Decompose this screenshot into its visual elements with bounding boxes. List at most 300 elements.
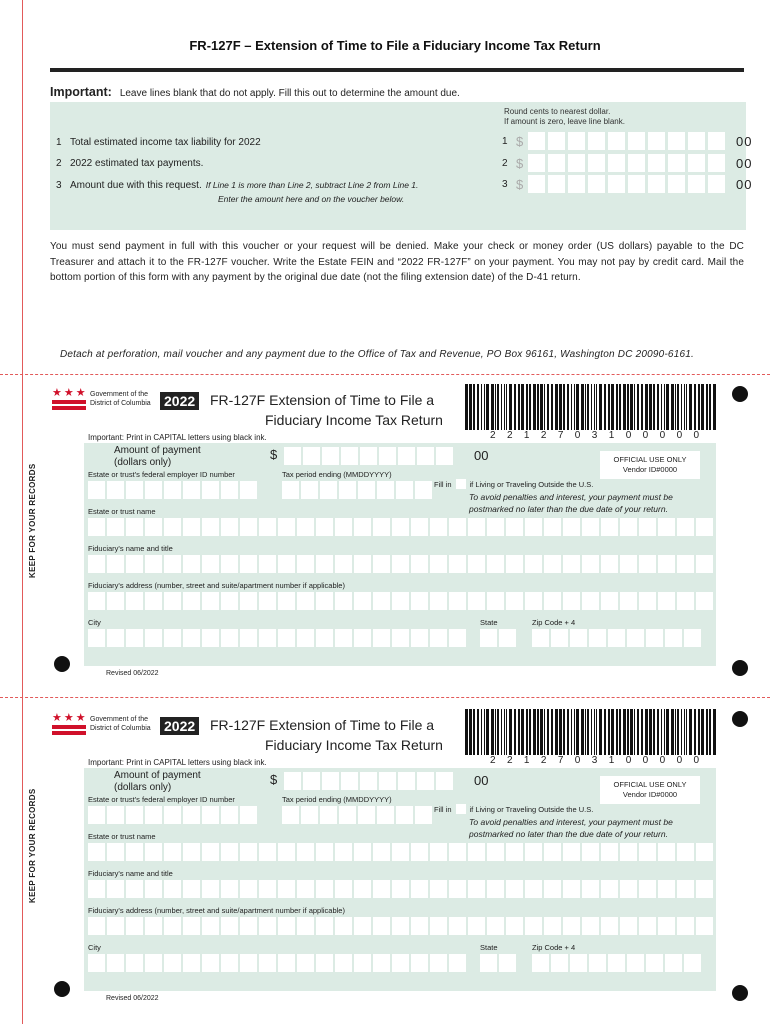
input-cell[interactable]	[107, 518, 124, 536]
input-cell[interactable]	[297, 880, 314, 898]
address-field[interactable]	[88, 917, 715, 935]
input-cell[interactable]	[259, 629, 276, 647]
input-cell[interactable]	[284, 447, 301, 465]
input-cell[interactable]	[696, 592, 713, 610]
input-cell[interactable]	[240, 481, 257, 499]
input-cell[interactable]	[506, 555, 523, 573]
input-cell[interactable]	[341, 447, 358, 465]
input-cell[interactable]	[696, 917, 713, 935]
input-cell[interactable]	[126, 954, 143, 972]
input-cell[interactable]	[88, 555, 105, 573]
input-cell[interactable]	[88, 880, 105, 898]
input-cell[interactable]	[417, 447, 434, 465]
input-cell[interactable]	[301, 806, 318, 824]
input-cell[interactable]	[487, 555, 504, 573]
input-cell[interactable]	[373, 843, 390, 861]
input-cell[interactable]	[202, 843, 219, 861]
input-cell[interactable]	[379, 447, 396, 465]
input-cell[interactable]	[620, 843, 637, 861]
input-cell[interactable]	[221, 592, 238, 610]
input-cell[interactable]	[183, 629, 200, 647]
input-cell[interactable]	[259, 880, 276, 898]
input-cell[interactable]	[145, 843, 162, 861]
input-cell[interactable]	[183, 481, 200, 499]
input-cell[interactable]	[88, 518, 105, 536]
input-cell[interactable]	[341, 772, 358, 790]
input-cell[interactable]	[563, 555, 580, 573]
input-cell[interactable]	[677, 880, 694, 898]
input-cell[interactable]	[164, 917, 181, 935]
input-cell[interactable]	[589, 954, 606, 972]
estate-name-field[interactable]	[88, 518, 715, 536]
state-field[interactable]	[480, 629, 518, 647]
input-cell[interactable]	[396, 481, 413, 499]
input-cell[interactable]	[221, 629, 238, 647]
input-cell[interactable]	[392, 880, 409, 898]
input-cell[interactable]	[360, 447, 377, 465]
input-cell[interactable]	[183, 592, 200, 610]
ein-field[interactable]	[88, 806, 259, 824]
input-cell[interactable]	[639, 843, 656, 861]
input-cell[interactable]	[582, 917, 599, 935]
input-cell[interactable]	[297, 629, 314, 647]
input-cell[interactable]	[487, 843, 504, 861]
input-cell[interactable]	[544, 917, 561, 935]
input-cell[interactable]	[88, 954, 105, 972]
estate-name-field[interactable]	[88, 843, 715, 861]
input-cell[interactable]	[354, 555, 371, 573]
input-cell[interactable]	[278, 954, 295, 972]
input-cell[interactable]	[684, 954, 701, 972]
payment-amount-field[interactable]	[284, 447, 455, 465]
input-cell[interactable]	[221, 518, 238, 536]
input-cell[interactable]	[126, 806, 143, 824]
input-cell[interactable]	[126, 481, 143, 499]
input-cell[interactable]	[221, 917, 238, 935]
input-cell[interactable]	[145, 806, 162, 824]
input-cell[interactable]	[240, 917, 257, 935]
input-cell[interactable]	[145, 880, 162, 898]
input-cell[interactable]	[582, 518, 599, 536]
zip-field[interactable]	[532, 954, 703, 972]
input-cell[interactable]	[259, 592, 276, 610]
input-cell[interactable]	[335, 954, 352, 972]
input-cell[interactable]	[221, 843, 238, 861]
input-cell[interactable]	[183, 880, 200, 898]
input-cell[interactable]	[278, 880, 295, 898]
input-cell[interactable]	[88, 629, 105, 647]
input-cell[interactable]	[107, 629, 124, 647]
input-cell[interactable]	[627, 954, 644, 972]
input-cell[interactable]	[373, 629, 390, 647]
input-cell[interactable]	[525, 518, 542, 536]
input-cell[interactable]	[282, 481, 299, 499]
input-cell[interactable]	[202, 806, 219, 824]
input-cell[interactable]	[525, 917, 542, 935]
input-cell[interactable]	[608, 954, 625, 972]
input-cell[interactable]	[107, 843, 124, 861]
input-cell[interactable]	[582, 843, 599, 861]
outside-us-checkbox[interactable]	[456, 804, 466, 814]
input-cell[interactable]	[506, 843, 523, 861]
input-cell[interactable]	[335, 880, 352, 898]
input-cell[interactable]	[551, 954, 568, 972]
input-cell[interactable]	[677, 555, 694, 573]
input-cell[interactable]	[164, 518, 181, 536]
input-cell[interactable]	[696, 880, 713, 898]
input-cell[interactable]	[417, 772, 434, 790]
input-cell[interactable]	[411, 592, 428, 610]
input-cell[interactable]	[278, 917, 295, 935]
input-cell[interactable]	[392, 917, 409, 935]
input-cell[interactable]	[436, 772, 453, 790]
input-cell[interactable]	[221, 806, 238, 824]
input-cell[interactable]	[126, 629, 143, 647]
input-cell[interactable]	[284, 772, 301, 790]
input-cell[interactable]	[107, 880, 124, 898]
input-cell[interactable]	[301, 481, 318, 499]
input-cell[interactable]	[430, 518, 447, 536]
input-cell[interactable]	[415, 806, 432, 824]
input-cell[interactable]	[145, 954, 162, 972]
input-cell[interactable]	[259, 843, 276, 861]
input-cell[interactable]	[126, 518, 143, 536]
input-cell[interactable]	[430, 592, 447, 610]
input-cell[interactable]	[582, 880, 599, 898]
input-cell[interactable]	[354, 843, 371, 861]
input-cell[interactable]	[360, 772, 377, 790]
input-cell[interactable]	[164, 954, 181, 972]
input-cell[interactable]	[396, 806, 413, 824]
input-cell[interactable]	[392, 629, 409, 647]
input-cell[interactable]	[449, 555, 466, 573]
input-cell[interactable]	[164, 843, 181, 861]
outside-us-checkbox[interactable]	[456, 479, 466, 489]
input-cell[interactable]	[582, 592, 599, 610]
input-cell[interactable]	[221, 954, 238, 972]
input-cell[interactable]	[620, 518, 637, 536]
input-cell[interactable]	[145, 481, 162, 499]
input-cell[interactable]	[646, 629, 663, 647]
input-cell[interactable]	[392, 518, 409, 536]
input-cell[interactable]	[601, 518, 618, 536]
input-cell[interactable]	[322, 772, 339, 790]
input-cell[interactable]	[449, 954, 466, 972]
input-cell[interactable]	[303, 447, 320, 465]
input-cell[interactable]	[183, 806, 200, 824]
input-cell[interactable]	[354, 518, 371, 536]
input-cell[interactable]	[677, 518, 694, 536]
input-cell[interactable]	[373, 518, 390, 536]
input-cell[interactable]	[468, 555, 485, 573]
input-cell[interactable]	[544, 592, 561, 610]
input-cell[interactable]	[335, 518, 352, 536]
input-cell[interactable]	[544, 518, 561, 536]
input-cell[interactable]	[449, 518, 466, 536]
input-cell[interactable]	[696, 843, 713, 861]
input-cell[interactable]	[126, 555, 143, 573]
input-cell[interactable]	[601, 592, 618, 610]
input-cell[interactable]	[164, 806, 181, 824]
input-cell[interactable]	[316, 518, 333, 536]
input-cell[interactable]	[297, 592, 314, 610]
input-cell[interactable]	[499, 954, 516, 972]
input-cell[interactable]	[202, 954, 219, 972]
input-cell[interactable]	[449, 592, 466, 610]
input-cell[interactable]	[449, 843, 466, 861]
outside-us-option[interactable]: Fill in if Living or Traveling Outside the U.S.	[434, 479, 594, 489]
input-cell[interactable]	[145, 917, 162, 935]
input-cell[interactable]	[164, 592, 181, 610]
input-cell[interactable]	[354, 592, 371, 610]
input-cell[interactable]	[620, 592, 637, 610]
input-cell[interactable]	[658, 592, 675, 610]
input-cell[interactable]	[335, 917, 352, 935]
input-cell[interactable]	[240, 518, 257, 536]
input-cell[interactable]	[430, 555, 447, 573]
input-cell[interactable]	[316, 880, 333, 898]
input-cell[interactable]	[411, 518, 428, 536]
input-cell[interactable]	[335, 592, 352, 610]
input-cell[interactable]	[563, 518, 580, 536]
input-cell[interactable]	[506, 592, 523, 610]
input-cell[interactable]	[183, 843, 200, 861]
input-cell[interactable]	[259, 954, 276, 972]
input-cell[interactable]	[240, 806, 257, 824]
input-cell[interactable]	[358, 806, 375, 824]
input-cell[interactable]	[411, 954, 428, 972]
input-cell[interactable]	[202, 481, 219, 499]
input-cell[interactable]	[563, 880, 580, 898]
address-field[interactable]	[88, 592, 715, 610]
input-cell[interactable]	[487, 917, 504, 935]
input-cell[interactable]	[639, 555, 656, 573]
tax-period-field[interactable]	[282, 806, 434, 824]
input-cell[interactable]	[297, 917, 314, 935]
zip-field[interactable]	[532, 629, 703, 647]
input-cell[interactable]	[480, 629, 497, 647]
input-cell[interactable]	[646, 954, 663, 972]
input-cell[interactable]	[430, 917, 447, 935]
input-cell[interactable]	[316, 555, 333, 573]
input-cell[interactable]	[164, 629, 181, 647]
input-cell[interactable]	[525, 880, 542, 898]
input-cell[interactable]	[499, 629, 516, 647]
input-cell[interactable]	[221, 481, 238, 499]
input-cell[interactable]	[639, 917, 656, 935]
input-cell[interactable]	[316, 843, 333, 861]
input-cell[interactable]	[392, 592, 409, 610]
input-cell[interactable]	[297, 555, 314, 573]
line-2-amount[interactable]: 2 $ 00	[502, 155, 753, 171]
input-cell[interactable]	[487, 592, 504, 610]
input-cell[interactable]	[183, 917, 200, 935]
input-cell[interactable]	[335, 555, 352, 573]
input-cell[interactable]	[506, 917, 523, 935]
input-cell[interactable]	[202, 518, 219, 536]
input-cell[interactable]	[240, 592, 257, 610]
input-cell[interactable]	[582, 555, 599, 573]
input-cell[interactable]	[183, 954, 200, 972]
input-cell[interactable]	[88, 843, 105, 861]
input-cell[interactable]	[665, 629, 682, 647]
input-cell[interactable]	[658, 880, 675, 898]
input-cell[interactable]	[608, 629, 625, 647]
input-cell[interactable]	[677, 917, 694, 935]
city-field[interactable]	[88, 629, 468, 647]
input-cell[interactable]	[392, 555, 409, 573]
input-cell[interactable]	[202, 592, 219, 610]
input-cell[interactable]	[696, 555, 713, 573]
input-cell[interactable]	[468, 917, 485, 935]
input-cell[interactable]	[322, 447, 339, 465]
input-cell[interactable]	[398, 772, 415, 790]
input-cell[interactable]	[297, 843, 314, 861]
input-cell[interactable]	[436, 447, 453, 465]
input-cell[interactable]	[240, 555, 257, 573]
input-cell[interactable]	[544, 843, 561, 861]
input-cell[interactable]	[525, 555, 542, 573]
input-cell[interactable]	[107, 806, 124, 824]
input-cell[interactable]	[658, 518, 675, 536]
input-cell[interactable]	[563, 843, 580, 861]
input-cell[interactable]	[570, 954, 587, 972]
input-cell[interactable]	[88, 592, 105, 610]
state-field[interactable]	[480, 954, 518, 972]
input-cell[interactable]	[354, 880, 371, 898]
input-cell[interactable]	[658, 555, 675, 573]
input-cell[interactable]	[240, 954, 257, 972]
payment-amount-field[interactable]	[284, 772, 455, 790]
input-cell[interactable]	[354, 954, 371, 972]
input-cell[interactable]	[259, 518, 276, 536]
input-cell[interactable]	[532, 629, 549, 647]
line-1-amount[interactable]: 1 $ 00	[502, 133, 753, 149]
input-cell[interactable]	[320, 481, 337, 499]
input-cell[interactable]	[259, 555, 276, 573]
input-cell[interactable]	[126, 843, 143, 861]
input-cell[interactable]	[430, 629, 447, 647]
input-cell[interactable]	[202, 629, 219, 647]
input-cell[interactable]	[278, 518, 295, 536]
input-cell[interactable]	[627, 629, 644, 647]
input-cell[interactable]	[107, 954, 124, 972]
input-cell[interactable]	[88, 917, 105, 935]
input-cell[interactable]	[126, 917, 143, 935]
input-cell[interactable]	[449, 880, 466, 898]
input-cell[interactable]	[506, 518, 523, 536]
input-cell[interactable]	[430, 954, 447, 972]
fiduciary-name-field[interactable]	[88, 555, 715, 573]
input-cell[interactable]	[525, 843, 542, 861]
input-cell[interactable]	[339, 806, 356, 824]
input-cell[interactable]	[449, 917, 466, 935]
input-cell[interactable]	[297, 954, 314, 972]
ein-field[interactable]	[88, 481, 259, 499]
input-cell[interactable]	[259, 917, 276, 935]
input-cell[interactable]	[563, 917, 580, 935]
input-cell[interactable]	[278, 592, 295, 610]
input-cell[interactable]	[339, 481, 356, 499]
input-cell[interactable]	[107, 481, 124, 499]
input-cell[interactable]	[639, 518, 656, 536]
input-cell[interactable]	[411, 843, 428, 861]
input-cell[interactable]	[411, 555, 428, 573]
input-cell[interactable]	[620, 880, 637, 898]
input-cell[interactable]	[551, 629, 568, 647]
input-cell[interactable]	[164, 880, 181, 898]
input-cell[interactable]	[202, 555, 219, 573]
input-cell[interactable]	[316, 629, 333, 647]
input-cell[interactable]	[335, 629, 352, 647]
input-cell[interactable]	[677, 843, 694, 861]
input-cell[interactable]	[620, 555, 637, 573]
input-cell[interactable]	[316, 917, 333, 935]
input-cell[interactable]	[282, 806, 299, 824]
input-cell[interactable]	[221, 555, 238, 573]
input-cell[interactable]	[411, 880, 428, 898]
input-cell[interactable]	[601, 843, 618, 861]
input-cell[interactable]	[639, 880, 656, 898]
input-cell[interactable]	[684, 629, 701, 647]
input-cell[interactable]	[601, 880, 618, 898]
input-cell[interactable]	[164, 555, 181, 573]
input-cell[interactable]	[278, 555, 295, 573]
input-cell[interactable]	[570, 629, 587, 647]
input-cell[interactable]	[240, 843, 257, 861]
input-cell[interactable]	[487, 518, 504, 536]
input-cell[interactable]	[480, 954, 497, 972]
input-cell[interactable]	[377, 481, 394, 499]
input-cell[interactable]	[358, 481, 375, 499]
input-cell[interactable]	[665, 954, 682, 972]
input-cell[interactable]	[126, 880, 143, 898]
input-cell[interactable]	[377, 806, 394, 824]
input-cell[interactable]	[601, 555, 618, 573]
input-cell[interactable]	[544, 880, 561, 898]
input-cell[interactable]	[183, 555, 200, 573]
input-cell[interactable]	[544, 555, 561, 573]
input-cell[interactable]	[107, 555, 124, 573]
input-cell[interactable]	[316, 592, 333, 610]
input-cell[interactable]	[392, 843, 409, 861]
input-cell[interactable]	[164, 481, 181, 499]
input-cell[interactable]	[487, 880, 504, 898]
input-cell[interactable]	[316, 954, 333, 972]
input-cell[interactable]	[696, 518, 713, 536]
input-cell[interactable]	[449, 629, 466, 647]
input-cell[interactable]	[145, 518, 162, 536]
outside-us-option[interactable]: Fill in if Living or Traveling Outside the U.S.	[434, 804, 594, 814]
input-cell[interactable]	[506, 880, 523, 898]
input-cell[interactable]	[373, 917, 390, 935]
input-cell[interactable]	[145, 592, 162, 610]
input-cell[interactable]	[278, 843, 295, 861]
input-cell[interactable]	[221, 880, 238, 898]
input-cell[interactable]	[468, 843, 485, 861]
input-cell[interactable]	[468, 592, 485, 610]
input-cell[interactable]	[354, 917, 371, 935]
city-field[interactable]	[88, 954, 468, 972]
input-cell[interactable]	[373, 954, 390, 972]
input-cell[interactable]	[145, 555, 162, 573]
input-cell[interactable]	[468, 880, 485, 898]
tax-period-field[interactable]	[282, 481, 434, 499]
input-cell[interactable]	[563, 592, 580, 610]
input-cell[interactable]	[415, 481, 432, 499]
input-cell[interactable]	[278, 629, 295, 647]
input-cell[interactable]	[373, 880, 390, 898]
